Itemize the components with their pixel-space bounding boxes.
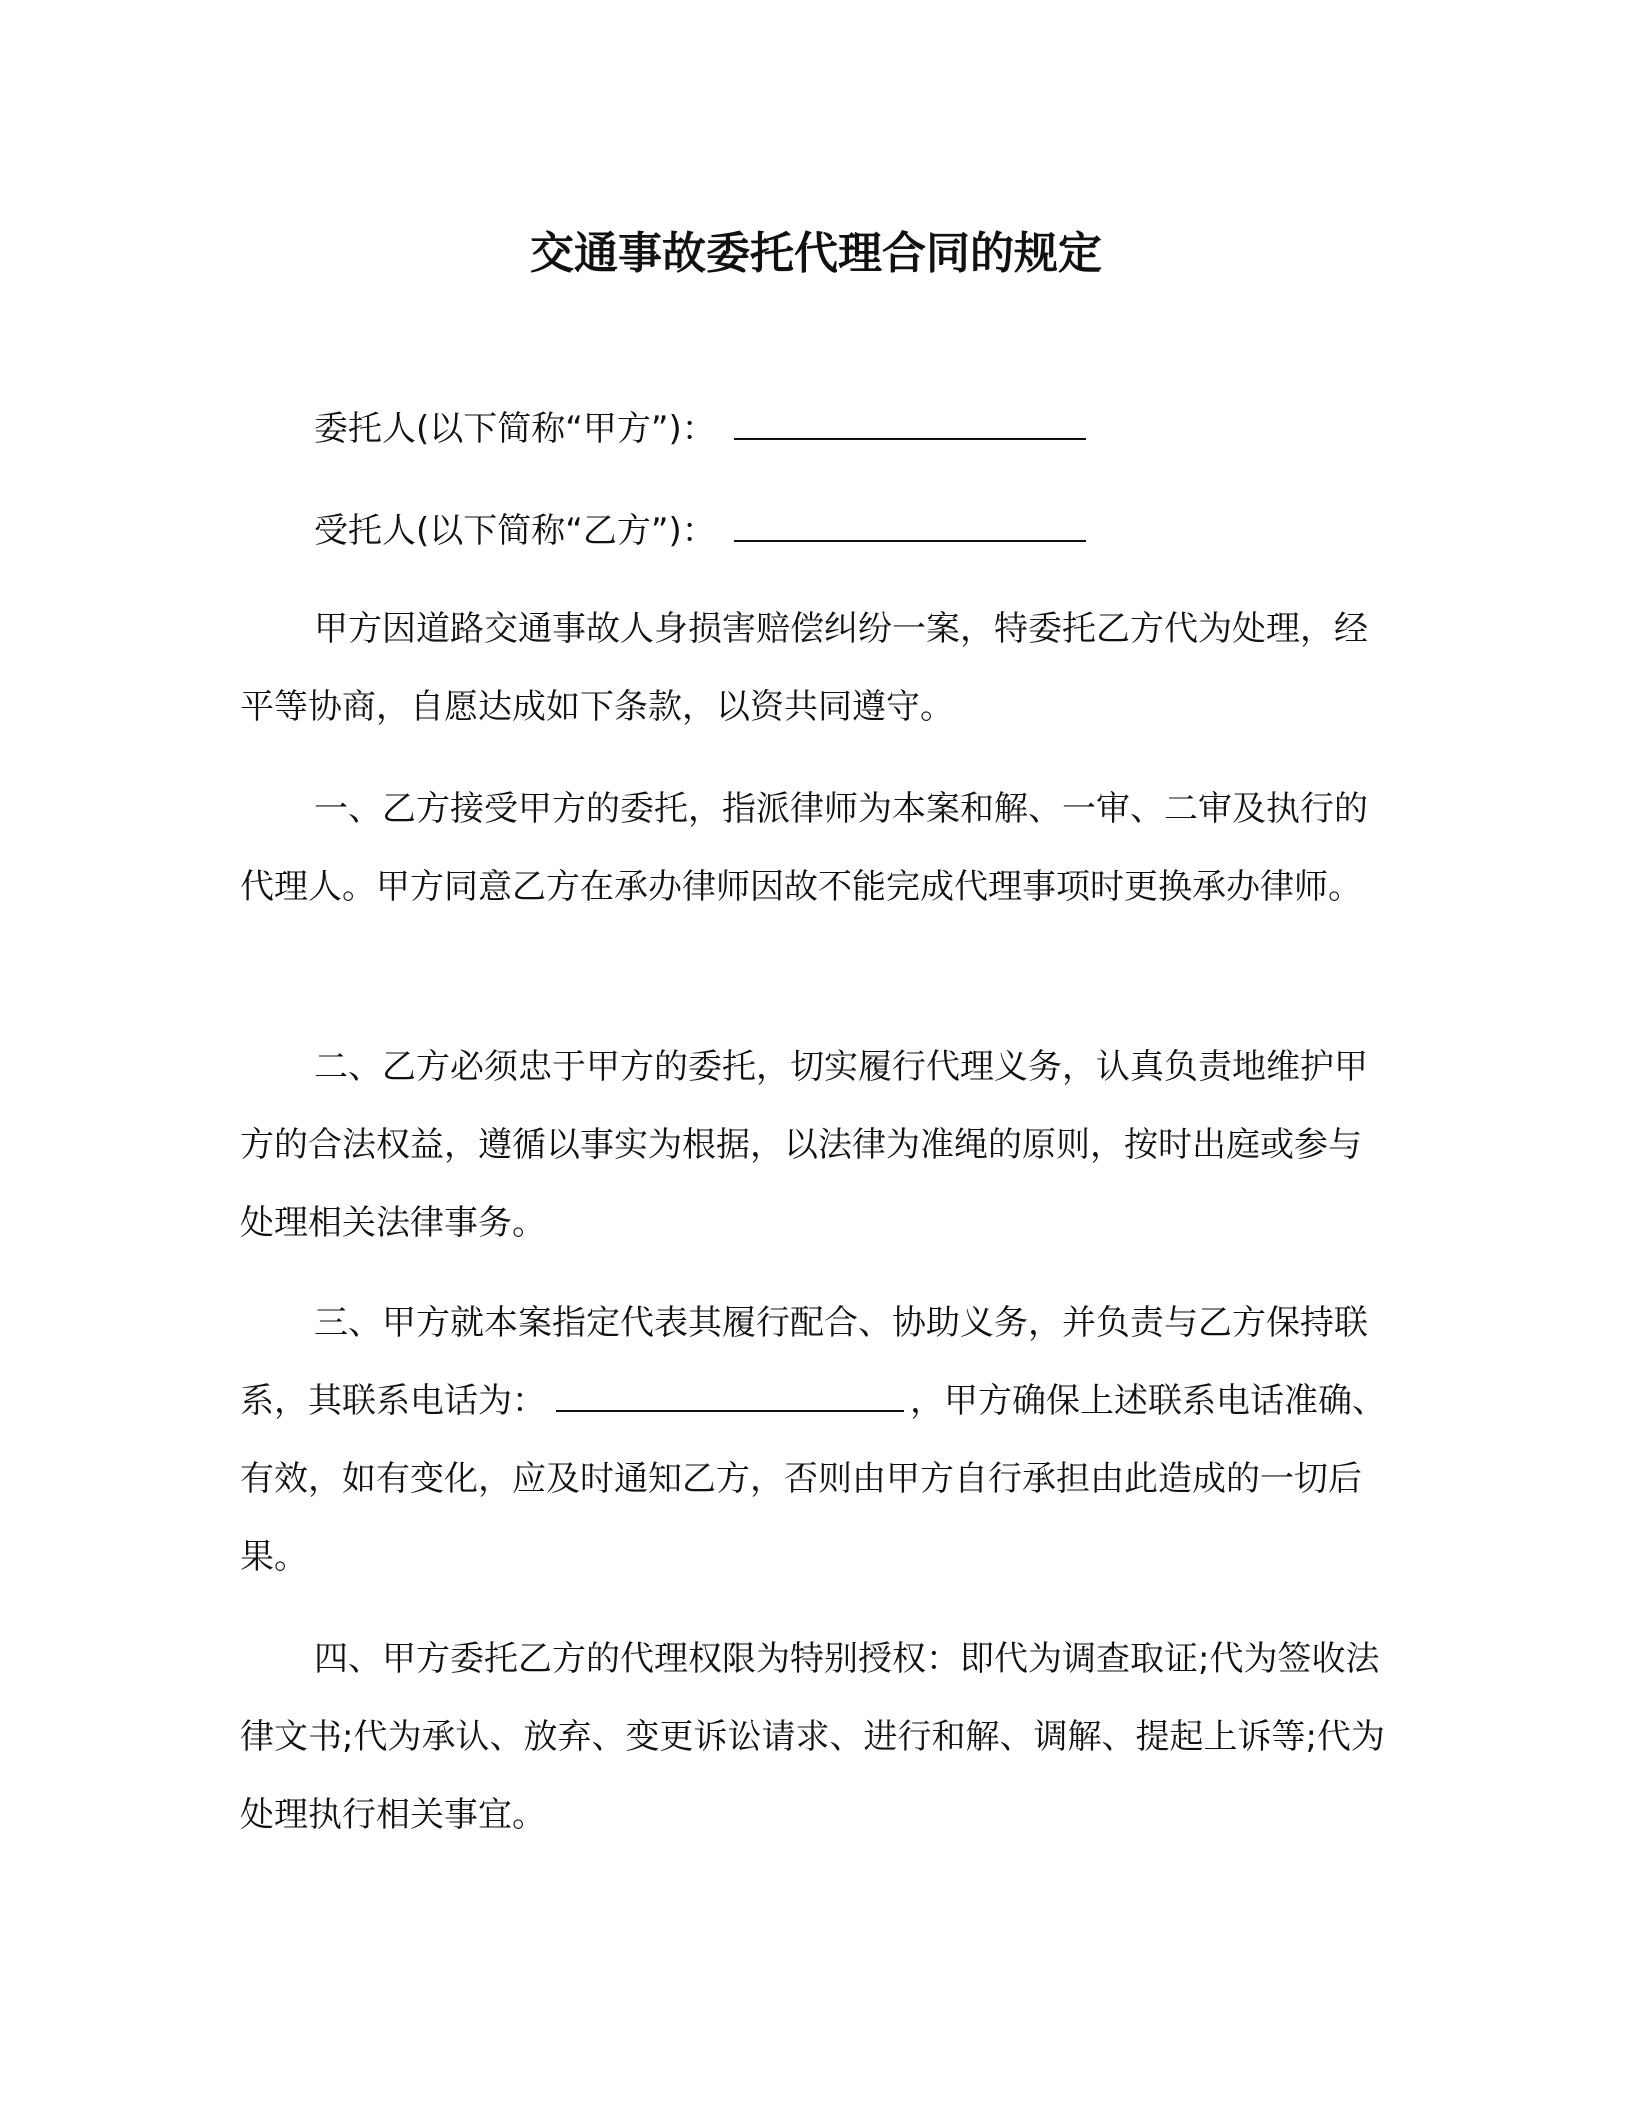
clause-3-text-start: 三、甲方就本案指定代表其履行配合、协助义务，并负责与乙方保持联系，其联系电话为： [240, 1303, 1368, 1421]
party-b-label: 受托人(以下简称“乙方”)： [314, 511, 716, 551]
party-a-line [314, 404, 1086, 454]
intro-paragraph: 甲方因道路交通事故人身损害赔偿纠纷一案，特委托乙方代为处理，经平等协商，自愿达成如下条款，以资共同遵守。 [240, 609, 1368, 727]
clause-1-paragraph: 一、乙方接受甲方的委托，指派律师为本案和解、一审、二审及执行的代理人。甲方同意乙方在承办律师因故不能完成代理事项时更换承办律师。 [240, 789, 1368, 907]
party-b-blank [734, 506, 1086, 542]
clause-4-paragraph: 四、甲方委托乙方的代理权限为特别授权：即代为调查取证;代为签收法律文书;代为承认、放弃、变更诉讼请求、进行和解、调解、提起上诉等;代为处理执行相关事宜。 [240, 1639, 1385, 1835]
party-b-line [314, 506, 1086, 556]
clause-2-paragraph: 二、乙方必须忠于甲方的委托，切实履行代理义务，认真负责地维护甲方的合法权益，遵循以事实为根据，以法律为准绳的原则，按时出庭或参与处理相关法律事务。 [240, 1047, 1368, 1243]
clause-3-paragraph [240, 1284, 1390, 1596]
document-title: 交通事故委托代理合同的规定 [530, 228, 1102, 279]
party-a-label: 委托人(以下简称“甲方”)： [314, 409, 716, 449]
phone-blank [556, 1376, 904, 1412]
clause-3-text-end: ，甲方确保上述联系电话准确、有效，如有变化，应及时通知乙方，否则由甲方自行承担由此造成的一切后果。 [240, 1381, 1386, 1577]
party-a-blank [734, 404, 1086, 440]
